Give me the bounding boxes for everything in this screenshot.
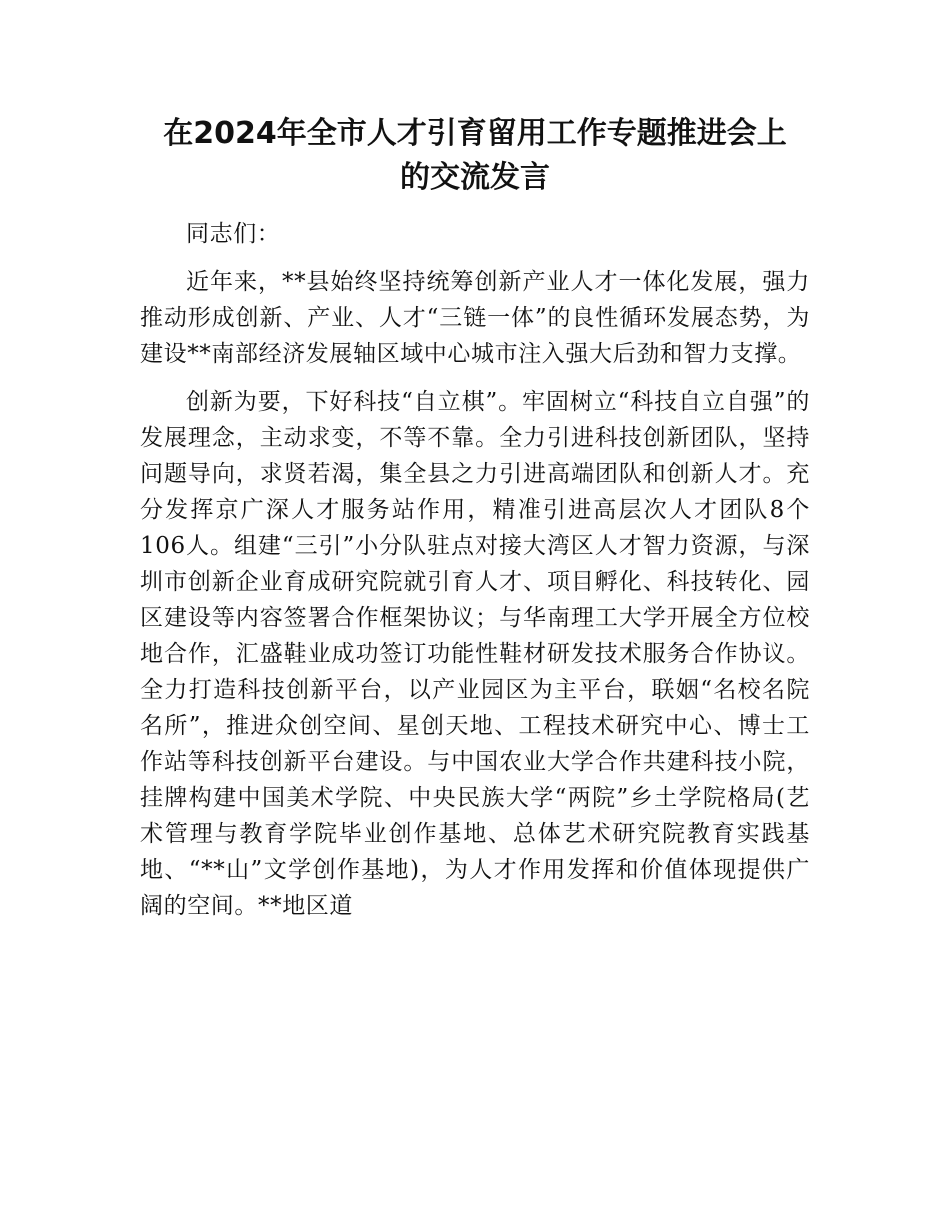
title-line-2: 的交流发言	[400, 160, 550, 195]
title-line-1: 在2024年全市人才引育留用工作专题推进会上	[163, 116, 787, 151]
paragraph-intro: 近年来，**县始终坚持统筹创新产业人才一体化发展，强力推动形成创新、产业、人才“三链一体”的良性循环发展态势，为建设**南部经济发展轴区域中心城市注入强大后劲和智力支撑。	[140, 269, 810, 367]
document-body	[140, 216, 810, 936]
document-title	[140, 112, 810, 200]
paragraph-innovation: 创新为要，下好科技“自立棋”。牢固树立“科技自立自强”的发展理念，主动求变，不等不靠。全力引进科技创新团队，坚持问题导向，求贤若渴，集全县之力引进高端团队和创新人才。充分发挥京广深人才服务站作用，精准引进高层次人才团队8个106人。组建“三引”小分队驻点对接大湾区人才智力资源，与深圳市创新企业育成研究院就引育人才、项目孵化、科技转化、园区建设等内容签署合作框架协议；与华南理工大学开展全方位校地合作，汇盛鞋业成功签订功能性鞋材研发技术服务合作协议。全力打造科技创新平台，以产业园区为主平台，联姻“名校名院名所”，推进众创空间、星创天地、工程技术研究中心、博士工作站等科技创新平台建设。与中国农业大学合作共建科技小院，挂牌构建中国美术学院、中央民族大学“两院”乡土学院格局(艺术管理与教育学院毕业创作基地、总体艺术研究院教育实践基地、“**山”文学创作基地)，为人才作用发挥和价值体现提供广阔的空间。**地区道	[140, 389, 810, 919]
salutation: 同志们：	[186, 221, 281, 247]
